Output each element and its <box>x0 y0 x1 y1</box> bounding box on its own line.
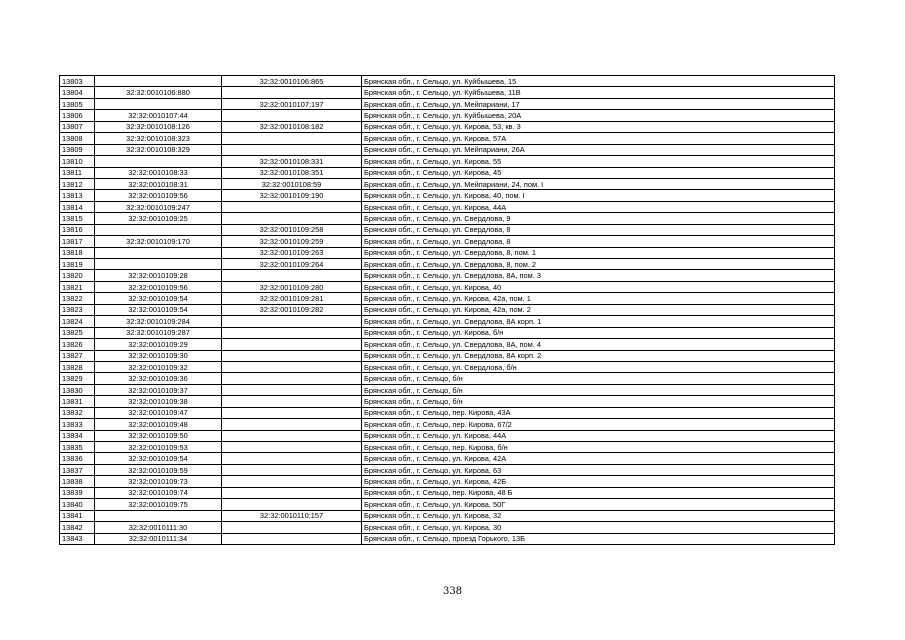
row-number-cell: 13814 <box>60 201 95 212</box>
table-row <box>60 419 835 430</box>
table-row <box>60 361 835 372</box>
table-row <box>60 373 835 384</box>
building-cadastral-cell: 32:32:0010109:282 <box>222 304 362 315</box>
row-number-cell: 13811 <box>60 167 95 178</box>
address-cell: Брянская обл., г. Сельцо, ул. Кирова, б/н <box>362 327 835 338</box>
table-row <box>60 407 835 418</box>
land-cadastral-cell: 32:32:0010109:50 <box>95 430 222 441</box>
building-cadastral-cell: 32:32:0010109:281 <box>222 293 362 304</box>
building-cadastral-cell: 32:32:0010108:182 <box>222 121 362 132</box>
row-number-cell: 13804 <box>60 87 95 98</box>
page-number: 338 <box>442 586 463 597</box>
address-cell: Брянская обл., г. Сельцо, ул. Кирова, 57А <box>362 133 835 144</box>
building-cadastral-cell <box>222 430 362 441</box>
table-row <box>60 453 835 464</box>
land-cadastral-cell: 32:32:0010109:73 <box>95 476 222 487</box>
registry-table-body <box>60 76 835 545</box>
row-number-cell: 13840 <box>60 499 95 510</box>
row-number-cell: 13807 <box>60 121 95 132</box>
land-cadastral-cell: 32:32:0010109:48 <box>95 419 222 430</box>
building-cadastral-cell: 32:32:0010108:59 <box>222 178 362 189</box>
row-number-cell: 13815 <box>60 213 95 224</box>
building-cadastral-cell: 32:32:0010110:157 <box>222 510 362 521</box>
building-cadastral-cell <box>222 327 362 338</box>
land-cadastral-cell: 32:32:0010109:74 <box>95 487 222 498</box>
building-cadastral-cell: 32:32:0010109:264 <box>222 259 362 270</box>
building-cadastral-cell: 32:32:0010109:263 <box>222 247 362 258</box>
land-cadastral-cell: 32:32:0010109:54 <box>95 293 222 304</box>
address-cell: Брянская обл., г. Сельцо, б/н <box>362 373 835 384</box>
building-cadastral-cell <box>222 396 362 407</box>
table-row <box>60 396 835 407</box>
row-number-cell: 13803 <box>60 76 95 87</box>
land-cadastral-cell: 32:32:0010108:329 <box>95 144 222 155</box>
building-cadastral-cell <box>222 384 362 395</box>
address-cell: Брянская обл., г. Сельцо, ул. Куйбышева, 15 <box>362 76 835 87</box>
address-cell: Брянская обл., г. Сельцо, ул. Свердлова, 8, пом. 1 <box>362 247 835 258</box>
table-row <box>60 430 835 441</box>
registry-table <box>59 75 835 545</box>
building-cadastral-cell <box>222 350 362 361</box>
row-number-cell: 13826 <box>60 339 95 350</box>
row-number-cell: 13818 <box>60 247 95 258</box>
address-cell: Брянская обл., г. Сельцо, ул. Кирова, 40, пом. I <box>362 190 835 201</box>
table-row <box>60 167 835 178</box>
address-cell: Брянская обл., г. Сельцо, б/н <box>362 384 835 395</box>
address-cell: Брянская обл., г. Сельцо, ул. Свердлова, 8А корп. 2 <box>362 350 835 361</box>
address-cell: Брянская обл., г. Сельцо, пер. Кирова, 48 Б <box>362 487 835 498</box>
row-number-cell: 13812 <box>60 178 95 189</box>
address-cell: Брянская обл., г. Сельцо, ул. Свердлова, 8, пом. 2 <box>362 259 835 270</box>
row-number-cell: 13827 <box>60 350 95 361</box>
building-cadastral-cell: 32:32:0010108:351 <box>222 167 362 178</box>
address-cell: Брянская обл., г. Сельцо, ул. Мейпариани, 24, пом. I <box>362 178 835 189</box>
address-cell: Брянская обл., г. Сельцо, пер. Кирова, 67/2 <box>362 419 835 430</box>
land-cadastral-cell: 32:32:0010109:28 <box>95 270 222 281</box>
land-cadastral-cell: 32:32:0010109:30 <box>95 350 222 361</box>
row-number-cell: 13829 <box>60 373 95 384</box>
building-cadastral-cell: 32:32:0010108:331 <box>222 156 362 167</box>
row-number-cell: 13825 <box>60 327 95 338</box>
land-cadastral-cell: 32:32:0010109:37 <box>95 384 222 395</box>
table-row <box>60 304 835 315</box>
row-number-cell: 13837 <box>60 464 95 475</box>
address-cell: Брянская обл., г. Сельцо, ул. Куйбышева, 20А <box>362 110 835 121</box>
land-cadastral-cell: 32:32:0010109:47 <box>95 407 222 418</box>
land-cadastral-cell: 32:32:0010109:54 <box>95 453 222 464</box>
row-number-cell: 13817 <box>60 236 95 247</box>
table-row <box>60 442 835 453</box>
building-cadastral-cell <box>222 316 362 327</box>
land-cadastral-cell: 32:32:0010109:56 <box>95 190 222 201</box>
row-number-cell: 13843 <box>60 533 95 544</box>
address-cell: Брянская обл., г. Сельцо, ул. Куйбышева, 11В <box>362 87 835 98</box>
table-row <box>60 224 835 235</box>
building-cadastral-cell: 32:32:0010109:190 <box>222 190 362 201</box>
row-number-cell: 13836 <box>60 453 95 464</box>
address-cell: Брянская обл., г. Сельцо, ул. Кирова, 32 <box>362 510 835 521</box>
address-cell: Брянская обл., г. Сельцо, ул. Кирова, 42Б <box>362 476 835 487</box>
address-cell: Брянская обл., г. Сельцо, ул. Мейпариани, 26А <box>362 144 835 155</box>
building-cadastral-cell <box>222 533 362 544</box>
address-cell: Брянская обл., г. Сельцо, ул. Свердлова, 8А корп. 1 <box>362 316 835 327</box>
table-row <box>60 339 835 350</box>
land-cadastral-cell: 32:32:0010108:126 <box>95 121 222 132</box>
table-row <box>60 281 835 292</box>
row-number-cell: 13819 <box>60 259 95 270</box>
land-cadastral-cell <box>95 224 222 235</box>
building-cadastral-cell <box>222 522 362 533</box>
row-number-cell: 13830 <box>60 384 95 395</box>
building-cadastral-cell: 32:32:0010109:259 <box>222 236 362 247</box>
land-cadastral-cell: 32:32:0010109:29 <box>95 339 222 350</box>
land-cadastral-cell <box>95 76 222 87</box>
row-number-cell: 13841 <box>60 510 95 521</box>
building-cadastral-cell <box>222 442 362 453</box>
row-number-cell: 13822 <box>60 293 95 304</box>
land-cadastral-cell: 32:32:0010109:38 <box>95 396 222 407</box>
building-cadastral-cell <box>222 464 362 475</box>
land-cadastral-cell <box>95 247 222 258</box>
land-cadastral-cell <box>95 259 222 270</box>
land-cadastral-cell <box>95 156 222 167</box>
building-cadastral-cell <box>222 361 362 372</box>
table-row <box>60 98 835 109</box>
table-row <box>60 133 835 144</box>
row-number-cell: 13816 <box>60 224 95 235</box>
address-cell: Брянская обл., г. Сельцо, ул. Кирова, 44А <box>362 430 835 441</box>
address-cell: Брянская обл., г. Сельцо, ул. Кирова, 45 <box>362 167 835 178</box>
land-cadastral-cell: 32:32:0010109:284 <box>95 316 222 327</box>
building-cadastral-cell <box>222 213 362 224</box>
row-number-cell: 13813 <box>60 190 95 201</box>
building-cadastral-cell <box>222 373 362 384</box>
table-row <box>60 110 835 121</box>
address-cell: Брянская обл., г. Сельцо, ул. Свердлова, б/н <box>362 361 835 372</box>
land-cadastral-cell: 32:32:0010109:36 <box>95 373 222 384</box>
land-cadastral-cell: 32:32:0010108:33 <box>95 167 222 178</box>
land-cadastral-cell: 32:32:0010108:31 <box>95 178 222 189</box>
address-cell: Брянская обл., г. Сельцо, ул. Кирова, 44А <box>362 201 835 212</box>
row-number-cell: 13824 <box>60 316 95 327</box>
building-cadastral-cell <box>222 270 362 281</box>
building-cadastral-cell: 32:32:0010109:258 <box>222 224 362 235</box>
row-number-cell: 13834 <box>60 430 95 441</box>
table-row <box>60 270 835 281</box>
table-row <box>60 476 835 487</box>
table-row <box>60 464 835 475</box>
land-cadastral-cell: 32:32:0010109:247 <box>95 201 222 212</box>
address-cell: Брянская обл., г. Сельцо, ул. Свердлова, 8А, пом. 3 <box>362 270 835 281</box>
row-number-cell: 13828 <box>60 361 95 372</box>
land-cadastral-cell <box>95 98 222 109</box>
address-cell: Брянская обл., г. Сельцо, пер. Кирова, 43А <box>362 407 835 418</box>
address-cell: Брянская обл., г. Сельцо, ул. Кирова, 63 <box>362 464 835 475</box>
row-number-cell: 13810 <box>60 156 95 167</box>
address-cell: Брянская обл., г. Сельцо, ул. Кирова, 55 <box>362 156 835 167</box>
address-cell: Брянская обл., г. Сельцо, пер. Кирова, б/н <box>362 442 835 453</box>
building-cadastral-cell <box>222 407 362 418</box>
row-number-cell: 13832 <box>60 407 95 418</box>
land-cadastral-cell: 32:32:0010108:323 <box>95 133 222 144</box>
land-cadastral-cell: 32:32:0010111:34 <box>95 533 222 544</box>
address-cell: Брянская обл., г. Сельцо, ул. Кирова, 42А <box>362 453 835 464</box>
row-number-cell: 13823 <box>60 304 95 315</box>
land-cadastral-cell: 32:32:0010109:53 <box>95 442 222 453</box>
building-cadastral-cell: 32:32:0010106:865 <box>222 76 362 87</box>
table-row <box>60 247 835 258</box>
row-number-cell: 13821 <box>60 281 95 292</box>
building-cadastral-cell: 32:32:0010109:280 <box>222 281 362 292</box>
land-cadastral-cell: 32:32:0010109:170 <box>95 236 222 247</box>
building-cadastral-cell <box>222 201 362 212</box>
address-cell: Брянская обл., г. Сельцо, ул. Кирова, 50Г <box>362 499 835 510</box>
row-number-cell: 13833 <box>60 419 95 430</box>
table-row <box>60 499 835 510</box>
address-cell: Брянская обл., г. Сельцо, ул. Свердлова, 8А, пом. 4 <box>362 339 835 350</box>
table-row <box>60 316 835 327</box>
address-cell: Брянская обл., г. Сельцо, ул. Кирова, 53, кв. 3 <box>362 121 835 132</box>
land-cadastral-cell: 32:32:0010109:25 <box>95 213 222 224</box>
table-row <box>60 190 835 201</box>
table-row <box>60 259 835 270</box>
table-row <box>60 87 835 98</box>
land-cadastral-cell: 32:32:0010106:880 <box>95 87 222 98</box>
land-cadastral-cell: 32:32:0010109:287 <box>95 327 222 338</box>
table-row <box>60 293 835 304</box>
address-cell: Брянская обл., г. Сельцо, ул. Мейпариани, 17 <box>362 98 835 109</box>
building-cadastral-cell <box>222 453 362 464</box>
row-number-cell: 13808 <box>60 133 95 144</box>
address-cell: Брянская обл., г. Сельцо, ул. Свердлова, 8 <box>362 224 835 235</box>
table-row <box>60 384 835 395</box>
land-cadastral-cell: 32:32:0010109:59 <box>95 464 222 475</box>
address-cell: Брянская обл., г. Сельцо, ул. Кирова, 42а, пом. 2 <box>362 304 835 315</box>
table-row <box>60 201 835 212</box>
building-cadastral-cell <box>222 476 362 487</box>
table-row <box>60 213 835 224</box>
address-cell: Брянская обл., г. Сельцо, ул. Кирова, 40 <box>362 281 835 292</box>
address-cell: Брянская обл., г. Сельцо, проезд Горького, 13Б <box>362 533 835 544</box>
row-number-cell: 13820 <box>60 270 95 281</box>
land-cadastral-cell: 32:32:0010107:44 <box>95 110 222 121</box>
building-cadastral-cell <box>222 110 362 121</box>
land-cadastral-cell: 32:32:0010109:75 <box>95 499 222 510</box>
row-number-cell: 13839 <box>60 487 95 498</box>
table-row <box>60 327 835 338</box>
land-cadastral-cell: 32:32:0010109:32 <box>95 361 222 372</box>
table-row <box>60 178 835 189</box>
address-cell: Брянская обл., г. Сельцо, ул. Кирова, 42а, пом. 1 <box>362 293 835 304</box>
row-number-cell: 13805 <box>60 98 95 109</box>
table-row <box>60 236 835 247</box>
land-cadastral-cell: 32:32:0010111:30 <box>95 522 222 533</box>
row-number-cell: 13838 <box>60 476 95 487</box>
table-row <box>60 487 835 498</box>
building-cadastral-cell <box>222 499 362 510</box>
table-row <box>60 121 835 132</box>
table-row <box>60 533 835 544</box>
table-row <box>60 156 835 167</box>
building-cadastral-cell <box>222 339 362 350</box>
land-cadastral-cell <box>95 510 222 521</box>
land-cadastral-cell: 32:32:0010109:54 <box>95 304 222 315</box>
table-row <box>60 350 835 361</box>
address-cell: Брянская обл., г. Сельцо, ул. Кирова, 30 <box>362 522 835 533</box>
building-cadastral-cell <box>222 87 362 98</box>
row-number-cell: 13831 <box>60 396 95 407</box>
address-cell: Брянская обл., г. Сельцо, ул. Свердлова, 8 <box>362 236 835 247</box>
row-number-cell: 13842 <box>60 522 95 533</box>
table-row <box>60 144 835 155</box>
building-cadastral-cell <box>222 419 362 430</box>
address-cell: Брянская обл., г. Сельцо, ул. Свердлова, 9 <box>362 213 835 224</box>
building-cadastral-cell: 32:32:0010107:197 <box>222 98 362 109</box>
row-number-cell: 13806 <box>60 110 95 121</box>
table-row <box>60 522 835 533</box>
building-cadastral-cell <box>222 144 362 155</box>
address-cell: Брянская обл., г. Сельцо, б/н <box>362 396 835 407</box>
row-number-cell: 13835 <box>60 442 95 453</box>
table-row <box>60 510 835 521</box>
building-cadastral-cell <box>222 487 362 498</box>
table-row <box>60 76 835 87</box>
row-number-cell: 13809 <box>60 144 95 155</box>
building-cadastral-cell <box>222 133 362 144</box>
land-cadastral-cell: 32:32:0010109:56 <box>95 281 222 292</box>
